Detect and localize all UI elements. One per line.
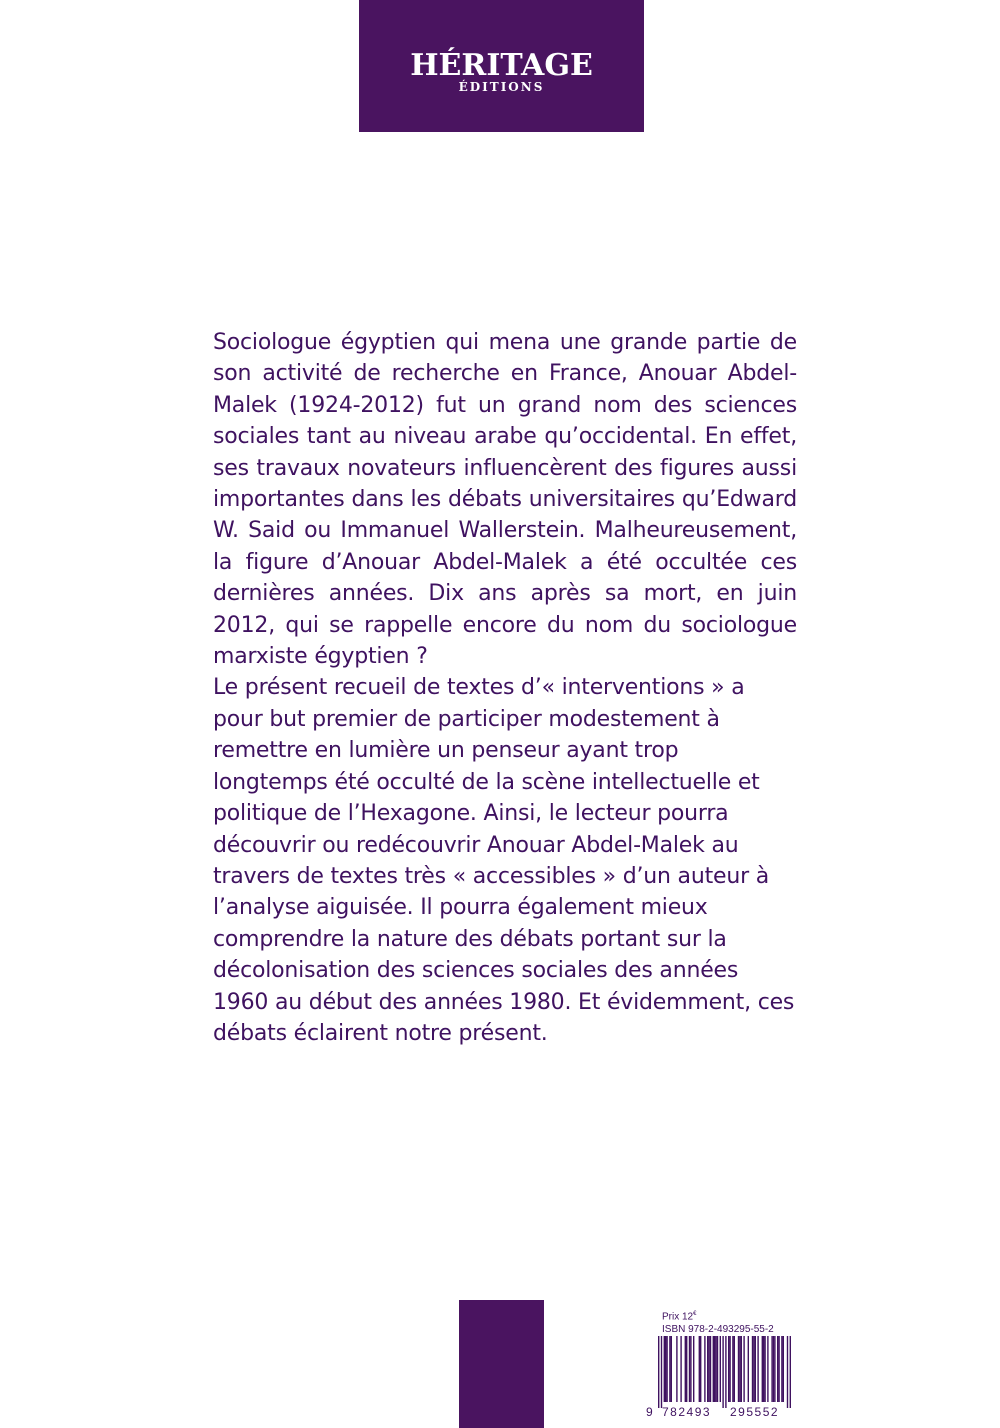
barcode-bar <box>732 1336 733 1402</box>
barcode-bar <box>781 1336 782 1402</box>
barcode-bar <box>710 1336 711 1402</box>
barcode-bar <box>767 1336 768 1402</box>
price-isbn-block <box>662 1308 792 1336</box>
barcode-bar <box>658 1336 659 1408</box>
barcode-bar <box>715 1336 716 1402</box>
barcode-bar <box>666 1336 667 1402</box>
barcode-bar <box>707 1336 708 1402</box>
price-currency: € <box>693 1311 697 1317</box>
barcode-bar <box>773 1336 774 1402</box>
barcode-bar <box>734 1336 735 1402</box>
barcode-bar <box>669 1336 670 1402</box>
barcode-bar <box>743 1336 744 1402</box>
barcode-bar <box>738 1336 739 1402</box>
barcode-bar <box>665 1336 666 1402</box>
barcode-bar <box>661 1336 662 1408</box>
barcode-bar <box>762 1336 763 1402</box>
barcode-bar <box>676 1336 677 1402</box>
publisher-name: HÉRITAGE <box>410 48 593 83</box>
barcode-bar <box>720 1336 721 1402</box>
barcode-bar <box>680 1336 681 1402</box>
barcode-bar <box>778 1336 779 1402</box>
barcode-bar <box>757 1336 758 1402</box>
barcode-first-digit: 9 <box>646 1405 653 1418</box>
barcode-bar <box>764 1336 765 1402</box>
barcode-bar <box>790 1336 791 1408</box>
barcode-bar <box>704 1336 705 1402</box>
price-value: Prix 12 <box>662 1311 694 1323</box>
barcode-bar <box>717 1336 718 1402</box>
barcode-bar <box>693 1336 694 1402</box>
barcode-bar <box>741 1336 742 1402</box>
barcode-bar <box>725 1336 726 1408</box>
barcode-bar <box>787 1336 788 1408</box>
barcode-bar <box>729 1336 730 1402</box>
publisher-logo-box <box>359 0 644 132</box>
barcode-bar <box>763 1336 764 1402</box>
barcode-bar <box>685 1336 686 1402</box>
isbn-barcode <box>644 1336 796 1418</box>
barcode-bars <box>658 1336 791 1408</box>
barcode-bar <box>755 1336 756 1402</box>
barcode-bar <box>774 1336 775 1402</box>
barcode-bar <box>722 1336 723 1408</box>
barcode-bar <box>689 1336 690 1402</box>
price-label <box>662 1308 792 1323</box>
barcode-bar <box>690 1336 691 1402</box>
barcode-bar <box>699 1336 700 1402</box>
barcode-right-group: 295552 <box>730 1405 780 1418</box>
spine-accent-box <box>459 1300 544 1428</box>
publisher-subtitle: ÉDITIONS <box>458 80 545 94</box>
barcode-bar <box>700 1336 701 1402</box>
blurb-paragraph-2: Le présent recueil de textes d’« interventions » a pour but premier de participer modestement à remettre en lumière un penseur ayant trop longtemps été occulté de la scène intellectuelle et politique de l’Hexagone. Ainsi, le lecteur pourra découvrir ou redécouvrir Anouar Abdel-Malek au travers de textes très « accessibles » d’un auteur à l’analyse aiguisée. Il pourra également mieux comprendre la nature des débats portant sur la décolonisation des sciences sociales des années 1960 au début des années 1980. Et évidemment, ces débats éclairent notre présent. <box>213 675 795 1046</box>
barcode-bar <box>728 1336 729 1402</box>
blurb-paragraph-1: Sociologue égyptien qui mena une grande partie de son activité de recherche en France, Anouar Abdel-Malek (1924-2012) fut un grand nom des sciences sociales tant au niveau arabe qu’occidental. En effet, ses travaux novateurs influencèrent des figures aussi importantes dans les débats universitaires qu’Edward W. Said ou Immanuel Wallerstein. Malheureusement, la figure d’Anouar Abdel-Malek a été occultée ces dernières années. Dix ans après sa mort, en juin 2012, qui se rappelle encore du nom du sociologue marxiste égyptien ? <box>213 330 797 670</box>
barcode-bar <box>739 1336 740 1402</box>
barcode-bar <box>686 1336 687 1402</box>
barcode-bar <box>714 1336 715 1402</box>
barcode-bar <box>713 1336 714 1402</box>
isbn-label: ISBN 978-2-493295-55-2 <box>662 1324 774 1336</box>
barcode-bar <box>777 1336 778 1402</box>
barcode-bar <box>708 1336 709 1402</box>
barcode-bar <box>783 1336 784 1402</box>
barcode-bar <box>671 1336 672 1402</box>
barcode-bar <box>753 1336 754 1402</box>
barcode-bar <box>664 1336 665 1402</box>
back-cover-blurb <box>213 327 797 1049</box>
barcode-left-group: 782493 <box>662 1405 712 1418</box>
barcode-bar <box>748 1336 749 1402</box>
barcode-bar <box>752 1336 753 1402</box>
barcode-bar <box>771 1336 772 1402</box>
